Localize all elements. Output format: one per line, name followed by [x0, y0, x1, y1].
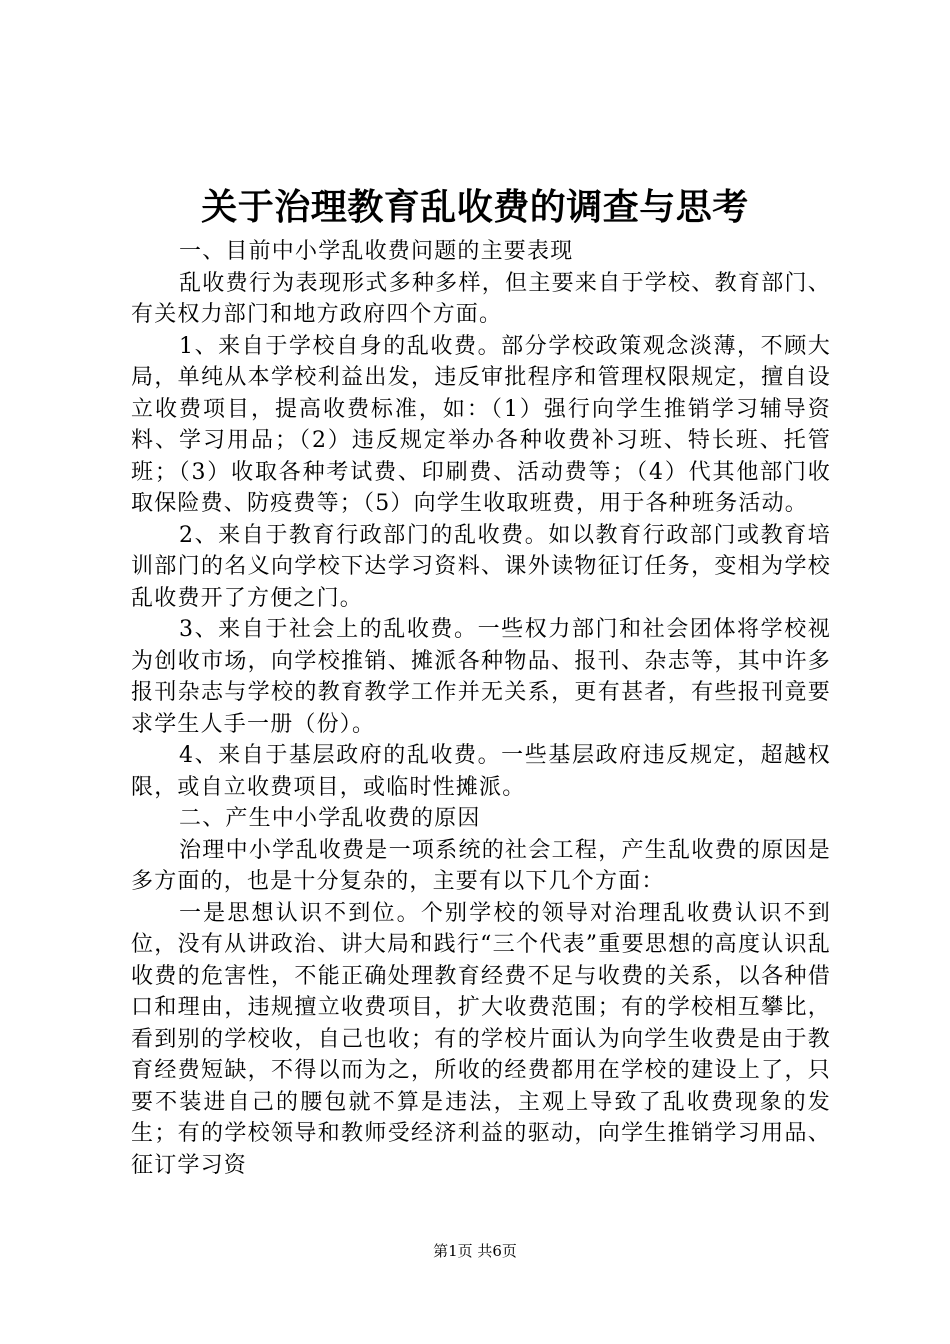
paragraph: 一是思想认识不到位。个别学校的领导对治理乱收费认识不到位，没有从讲政治、讲大局和践行“三个代表”重要思想的高度认识乱收费的危害性，不能正确处理教育经费不足与收费的关系，以各种借口和理由，违规擅立收费项目，扩大收费范围；有的学校相互攀比，看到别的学校收，自己也收；有的学校片面认为向学生收费是由于教育经费短缺，不得以而为之，所收的经费都用在学校的建设上了，只要不装进自己的腰包就不算是违法，主观上导致了乱收费现象的发生；有的学校领导和教师受经济利益的驱动，向学生推销学习用品、征订学习资	[131, 900, 831, 1178]
section-heading-2: 二、产生中小学乱收费的原因	[179, 806, 481, 831]
paragraph: 治理中小学乱收费是一项系统的社会工程，产生乱收费的原因是多方面的，也是十分复杂的，主要有以下几个方面：	[131, 837, 831, 894]
paragraph: 2、来自于教育行政部门的乱收费。如以教育行政部门或教育培训部门的名义向学校下达学习资料、课外读物征订任务，变相为学校乱收费开了方便之门。	[131, 522, 831, 611]
section-heading-1: 一、目前中小学乱收费问题的主要表现	[179, 239, 574, 264]
paragraph: 乱收费行为表现形式多种多样，但主要来自于学校、教育部门、有关权力部门和地方政府四个方面。	[131, 270, 831, 327]
document-body	[131, 236, 831, 1181]
paragraph: 3、来自于社会上的乱收费。一些权力部门和社会团体将学校视为创收市场，向学校推销、摊派各种物品、报刊、杂志等，其中许多报刊杂志与学校的教育教学工作并无关系，更有甚者，有些报刊竟要求学生人手一册（份）。	[131, 617, 831, 737]
paragraph: 1、来自于学校自身的乱收费。部分学校政策观念淡薄，不顾大局，单纯从本学校利益出发，违反审批程序和管理权限规定，擅自设立收费项目，提高收费标准，如：（1）强行向学生推销学习辅导资料、学习用品；（2）违反规定举办各种收费补习班、特长班、托管班；（3）收取各种考试费、印刷费、活动费等；（4）代其他部门收取保险费、防疫费等；（5）向学生收取班费，用于各种班务活动。	[131, 333, 831, 516]
document-title: 关于治理教育乱收费的调查与思考	[201, 187, 749, 228]
page-footer: 第1页 共6页	[433, 1242, 517, 1260]
paragraph: 4、来自于基层政府的乱收费。一些基层政府违反规定，超越权限，或自立收费项目，或临时性摊派。	[131, 743, 831, 800]
